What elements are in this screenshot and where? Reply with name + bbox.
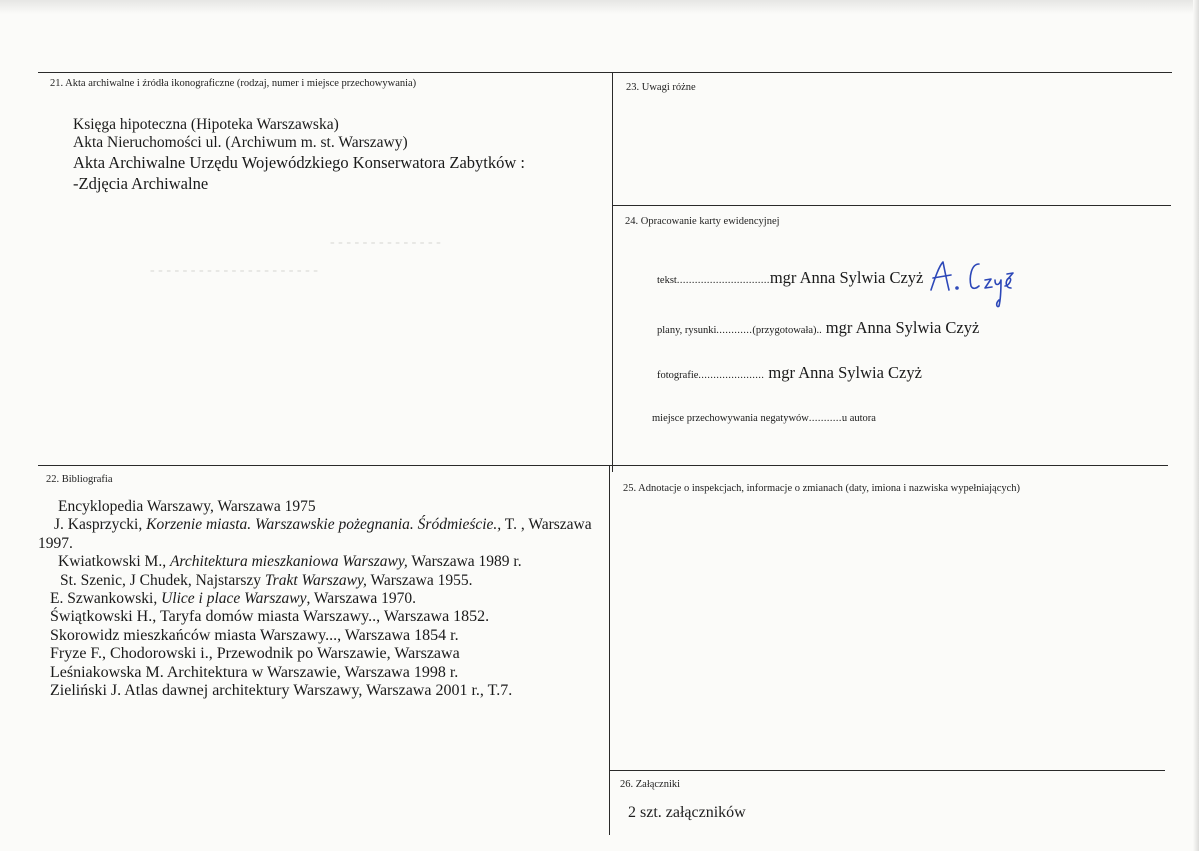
box23-bottom-line [613,205,1171,206]
plans-label: plany, rysunki [657,325,717,336]
plans-value: mgr Anna Sylwia Czyż [825,318,980,337]
text-dots: ............................... [676,275,770,286]
bibliography-entry: E. Szwankowski, Ulice i place Warszawy, Warszawa 1970. [50,590,416,608]
text-value: mgr Anna Sylwia Czyż [769,268,924,287]
photo-dots: ...................... [698,370,765,381]
box24-label: 24. Opracowanie karty ewidencyjnej [625,216,780,227]
negatives-label: miejsce przechowywania negatywów [652,413,809,424]
bibliography-entry: Kwiatkowski M., Architektura mieszkaniowa Warszawy, Warszawa 1989 r. [58,553,522,571]
show-through-text: - - - - - - - - - - - - - - - - - - - - - [150,263,318,278]
archive-line: -Zdjęcia Archiwalne [73,174,209,193]
bibliography-entry: Zieliński J. Atlas dawnej architektury Warszawy, Warszawa 2001 r., T.7. [50,682,513,700]
bibliography-entry: Encyklopedia Warszawy, Warszawa 1975 [58,498,316,515]
credit-text-row [657,268,923,288]
center-divider-upper [612,72,613,472]
credit-negatives-row [652,408,876,426]
box22-label: 22. Bibliografia [46,474,113,485]
bibliography-entry: St. Szenic, J Chudek, Najstarszy Trakt Warszawy, Warszawa 1955. [60,571,473,589]
bibliography-entry: J. Kasprzycki, Korzenie miasta. Warszawskie pożegnania. Śródmieście., T. , Warszawa 1997. [38,516,592,552]
scan-edge-right [1193,0,1199,851]
top-border-line [38,72,1172,73]
negatives-value: u autora [841,413,876,424]
negatives-dots: ........... [808,413,842,424]
middle-border-line [38,465,1168,466]
credit-plans-row [657,318,979,338]
box25-label: 25. Adnotacje o inspekcjach, informacje o zmianach (daty, imiona i nazwiska wypełniających) [623,483,1021,494]
archive-line: Akta Archiwalne Urzędu Wojewódzkiego Konserwatora Zabytków : [73,153,525,172]
show-through-text: - - - - - - - - - - - - - - [330,235,441,250]
bibliography-entry: Fryze F., Chodorowski i., Przewodnik po Warszawie, Warszawa [50,645,460,663]
credit-photo-row [657,363,922,383]
plans-dots: ............ [716,325,753,336]
archive-line: Księga hipoteczna (Hipoteka Warszawska) [73,116,339,133]
bibliography-entry: Skorowidz mieszkańców miasta Warszawy..., Warszawa 1854 r. [50,626,459,644]
box21-label: 21. Akta archiwalne i źródła ikonograficzne (rodzaj, numer i miejsce przechowywania) [50,78,417,89]
box26-label: 26. Załączniki [620,779,681,790]
photo-label: fotografie [657,370,699,381]
photo-value: mgr Anna Sylwia Czyż [768,363,922,382]
box25-bottom-line [610,770,1165,771]
bibliography-entry: Leśniakowska M. Architektura w Warszawie, Warszawa 1998 r. [50,663,459,681]
center-divider-lower [609,465,610,835]
scan-edge-top [0,0,1199,14]
annex-count: 2 szt. załączników [628,804,746,821]
bibliography-entry: Świątkowski H., Taryfa domów miasta Warszawy.., Warszawa 1852. [50,608,490,626]
box21-archive-list [73,116,525,194]
plans-prepared: (przygotowała).. [752,325,822,336]
archive-line: Akta Nieruchomości ul. (Archiwum m. st. Warszawy) [73,134,408,151]
text-label: tekst [657,275,677,286]
bibliography-list [38,498,604,700]
box23-label: 23. Uwagi różne [626,82,696,93]
